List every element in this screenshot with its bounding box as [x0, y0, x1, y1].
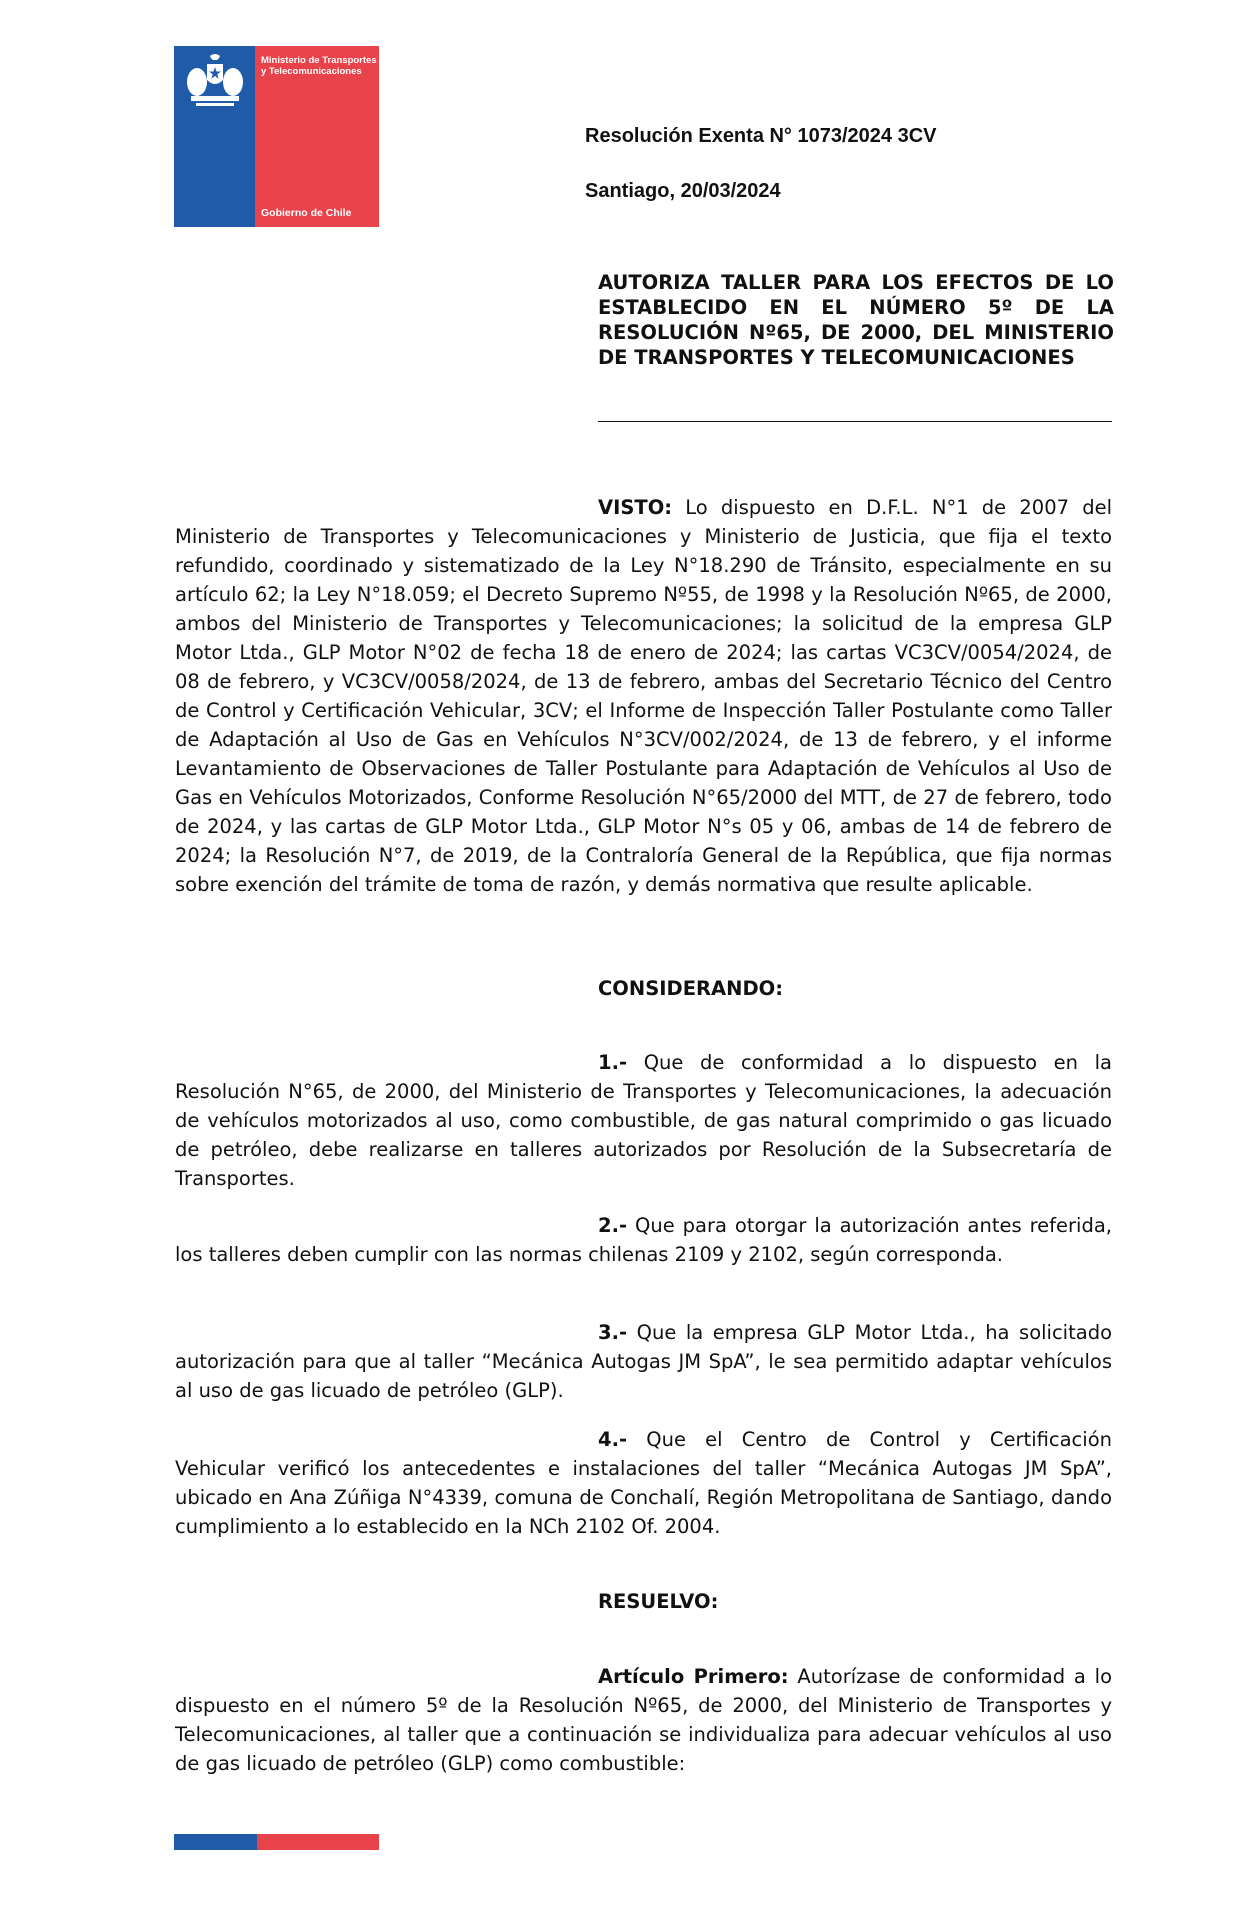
item-number: 2.-: [598, 1214, 628, 1237]
footer-blue-segment: [174, 1834, 257, 1850]
visto-label: VISTO:: [598, 496, 673, 519]
resolution-number: Resolución Exenta N° 1073/2024 3CV: [585, 125, 937, 147]
item-text: Que para otorgar la autorización antes referida, los talleres deben cumplir con las normas chilenas 2109 y 2102, según corresponda.: [175, 1214, 1112, 1266]
item-text: Que el Centro de Control y Certificación Vehicular verificó los antecedentes e instalaciones del taller “Mecánica Autogas JM SpA”, ubicado en Ana Zúñiga N°4339, comuna de Conchalí, Región Metropolitana de Santiago, dando cumplimiento a lo establecido en la NCh 2102 Of. 2004.: [175, 1428, 1112, 1538]
resuelvo-heading: RESUELVO:: [598, 1590, 719, 1613]
item-text: Que la empresa GLP Motor Ltda., ha solicitado autorización para que al taller “Mecánica Autogas JM SpA”, le sea permitido adaptar vehículos al uso de gas licuado de petróleo (GLP).: [175, 1321, 1112, 1402]
item-text: Que de conformidad a lo dispuesto en la Resolución N°65, de 2000, del Ministerio de Transportes y Telecomunicaciones, la adecuación de vehículos motorizados al uso, como combustible, de gas natural comprimido o gas licuado de petróleo, debe realizarse en talleres autorizados por Resolución de la Subsecretaría de Transportes.: [175, 1051, 1113, 1190]
item-number: 3.-: [598, 1321, 628, 1344]
visto-paragraph: [175, 493, 1112, 899]
considerando-item: [175, 1211, 1112, 1269]
article-label: Artículo Primero:: [598, 1665, 789, 1688]
considerando-item: [175, 1048, 1112, 1193]
document-subject: AUTORIZA TALLER PARA LOS EFECTOS DE LO ESTABLECIDO EN EL NÚMERO 5º DE LA RESOLUCIÓN Nº65, DE 2000, DEL MINISTERIO DE TRANSPORTES Y TELECOMUNICACIONES: [598, 271, 1114, 369]
logo-government-name: Gobierno de Chile: [261, 207, 352, 219]
article-text: Autorízase de conformidad a lo dispuesto en el número 5º de la Resolución Nº65, de 2000, del Ministerio de Transportes y Telecomunicaciones, al taller que a continuación se individualiza para adecuar vehículos al uso de gas licuado de petróleo (GLP) como combustible:: [175, 1665, 1112, 1775]
logo-ministry-name: Ministerio de Transportes y Telecomunicaciones: [261, 55, 377, 77]
ministry-logo: [174, 46, 379, 227]
considerando-item: [175, 1425, 1112, 1541]
logo-red-panel: [255, 46, 379, 227]
article-first-paragraph: [175, 1662, 1112, 1778]
subject-divider: [598, 421, 1112, 422]
considerando-heading: CONSIDERANDO:: [598, 977, 784, 1000]
item-number: 1.-: [598, 1051, 628, 1074]
place-date: Santiago, 20/03/2024: [585, 180, 781, 202]
coat-of-arms-icon: [182, 52, 248, 112]
considerando-item: [175, 1318, 1112, 1405]
footer-red-segment: [257, 1834, 379, 1850]
visto-text: Lo dispuesto en D.F.L. N°1 de 2007 del Ministerio de Transportes y Telecomunicaciones y Ministerio de Justicia, que fija el texto refundido, coordinado y sistematizado de la Ley N°18.290 de Tránsito, especialmente en su artículo 62; la Ley N°18.059; el Decreto Supremo Nº55, de 1998 y la Resolución Nº65, de 2000, ambos del Ministerio de Transportes y Telecomunicaciones; la solicitud de la empresa GLP Motor Ltda., GLP Motor N°02 de fecha 18 de enero de 2024; las cartas VC3CV/0054/2024, de 08 de febrero, y VC3CV/0058/2024, de 13 de febrero, ambas del Secretario Técnico del Centro de Control y Certificación Vehicular, 3CV; el Informe de Inspección Taller Postulante como Taller de Adaptación al Uso de Gas en Vehículos N°3CV/002/2024, de 13 de febrero, y el informe Levantamiento de Observaciones de Taller Postulante para Adaptación de Vehículos al Uso de Gas en Vehículos Motorizados, Conforme Resolución N°65/2000 del MTT, de 27 de febrero, todo de 2024, y las cartas de GLP Motor Ltda., GLP Motor N°s 05 y 06, ambas de 14 de febrero de 2024; la Resolución N°7, de 2019, de la Contraloría General de la República, que fija normas sobre exención del trámite de toma de razón, y demás normativa que resulte aplicable.: [175, 496, 1112, 896]
footer-color-bar: [174, 1834, 379, 1850]
logo-blue-panel: [174, 46, 255, 227]
item-number: 4.-: [598, 1428, 628, 1451]
